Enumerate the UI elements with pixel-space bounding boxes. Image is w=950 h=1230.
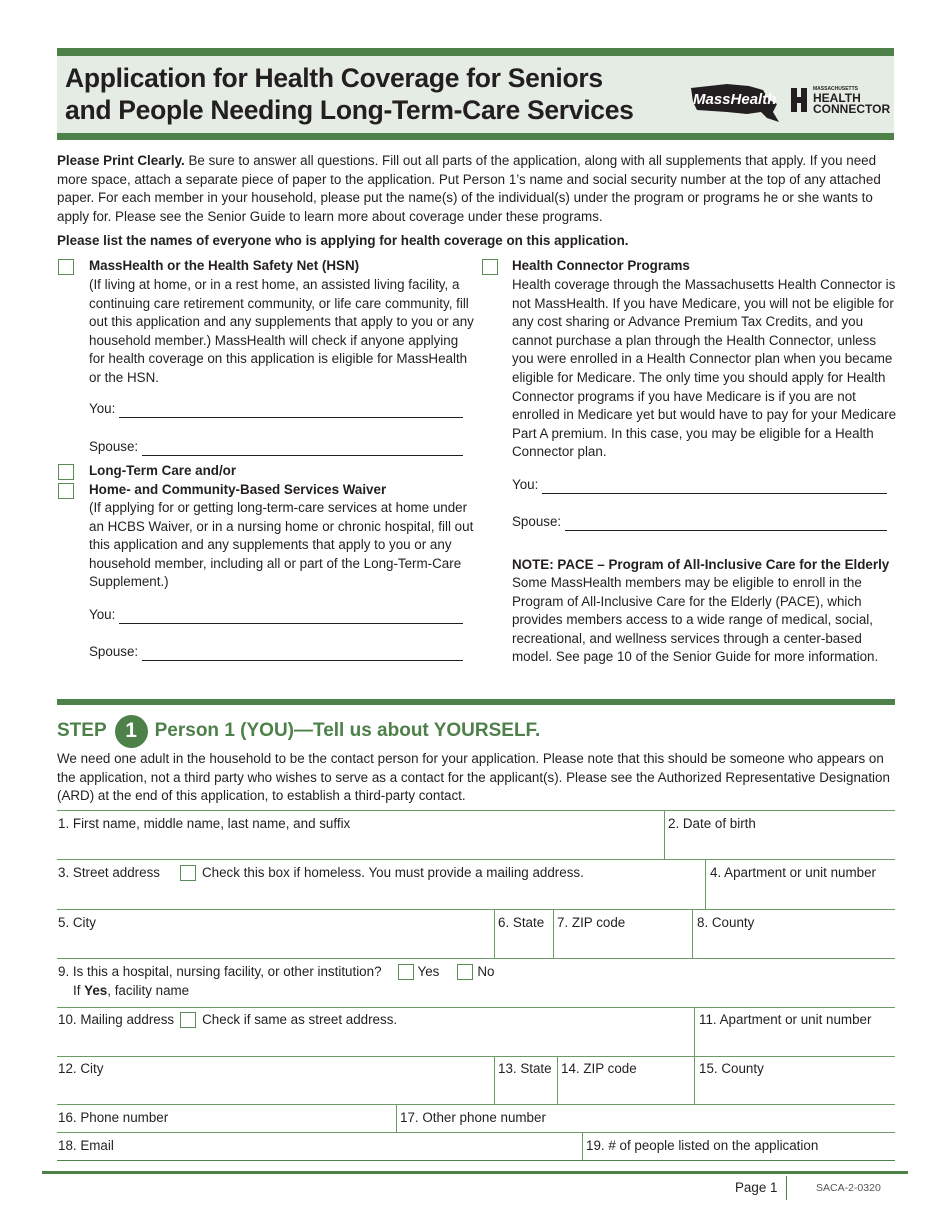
homeless-checkbox[interactable]: [180, 865, 196, 881]
field-email[interactable]: 18. Email: [58, 1138, 114, 1153]
hcbs-waiver-checkbox[interactable]: [58, 483, 74, 499]
field-people-count[interactable]: 19. # of people listed on the application: [586, 1138, 819, 1153]
hcbs-title: Home- and Community-Based Services Waiver: [89, 482, 387, 497]
field-institution: 9. Is this a hospital, nursing facility, or other institution? Yes No: [58, 964, 495, 979]
health-connector-title: Health Connector Programs: [512, 258, 690, 273]
field-mailing-county[interactable]: 15. County: [699, 1061, 764, 1076]
field-street-address[interactable]: 3. Street address Check this box if homeless. You must provide a mailing address.: [58, 865, 584, 880]
field-mailing-zip[interactable]: 14. ZIP code: [561, 1061, 637, 1076]
field-mailing-state[interactable]: 13. State: [498, 1061, 552, 1076]
ltc-title: Long-Term Care and/or: [89, 463, 237, 478]
svg-text:HEALTH: HEALTH: [813, 91, 861, 105]
connector-spouse-field[interactable]: Spouse:: [512, 513, 887, 531]
field-name[interactable]: 1. First name, middle name, last name, and suffix: [58, 816, 351, 831]
step-heading: STEP 1 Person 1 (YOU) —Tell us about YOURSELF.: [57, 714, 540, 748]
page-header: [57, 48, 894, 140]
field-city[interactable]: 5. City: [58, 915, 96, 930]
masshealth-description: (If living at home, or in a rest home, an assisted living facility, a continuing care retirement community, or life care community, fill out this application and any supplements that apply to you or any household member.) MassHealth will check if anyone applying for health coverage on this application is eligible for MassHealth or the HSN.: [89, 277, 474, 385]
pace-title: NOTE: PACE – Program of All-Inclusive Care for the Elderly: [512, 557, 890, 572]
intro-paragraph: Please Print Clearly. Be sure to answer all questions. Fill out all parts of the application, along with all supplements that apply. If you need more space, attach a separate piece of paper to the application. Put Person 1’s name and social security number at the top of any attached paper. For each member in your household, please put the name(s) of the individual(s) under the program or programs he or she wants to apply for. Please see the Senior Guide to learn more about coverage under these programs.: [57, 153, 881, 224]
svg-text:MassHealth: MassHealth: [693, 91, 777, 108]
field-state[interactable]: 6. State: [498, 915, 545, 930]
person1-form: [57, 810, 895, 1161]
field-date-of-birth[interactable]: 2. Date of birth: [668, 816, 756, 831]
field-phone[interactable]: 16. Phone number: [58, 1110, 169, 1125]
same-as-street-checkbox[interactable]: [180, 1012, 196, 1028]
svg-text:CONNECTOR: CONNECTOR: [813, 102, 891, 116]
field-facility-name[interactable]: If Yes, facility name: [73, 983, 190, 998]
field-mailing-city[interactable]: 12. City: [58, 1061, 104, 1076]
step-description: We need one adult in the household to be the contact person for your application. Please note that this should be someone who appears on the application, not a third party who wishes to serve as a contact for the applicant(s). Please see the Authorized Representative Designation (ARD) at the end of this application, to establish a third-party contact.: [57, 751, 890, 804]
page-title: Application for Health Coverage for Seniors and People Needing Long-Term-Care Services: [65, 63, 634, 125]
page-number: Page 1: [735, 1180, 778, 1195]
field-zip[interactable]: 7. ZIP code: [557, 915, 626, 930]
institution-no-checkbox[interactable]: [457, 964, 473, 980]
field-mailing-apartment[interactable]: 11. Apartment or unit number: [699, 1012, 872, 1027]
list-heading: Please list the names of everyone who is applying for health coverage on this application.: [57, 233, 629, 248]
step-number-badge: 1: [115, 715, 148, 748]
masshealth-title: MassHealth or the Health Safety Net (HSN): [89, 258, 360, 273]
masshealth-you-field[interactable]: You:: [89, 400, 463, 418]
svg-text:MASSACHUSETTS: MASSACHUSETTS: [813, 86, 859, 92]
field-county[interactable]: 8. County: [697, 915, 755, 930]
field-mailing-address[interactable]: 10. Mailing address Check if same as street address.: [58, 1012, 398, 1027]
ltc-you-field[interactable]: You:: [89, 606, 463, 624]
footer-rule: [42, 1171, 908, 1174]
pace-description: Some MassHealth members may be eligible to enroll in the Program of All-Inclusive Care for the Elderly (PACE), which provides members access to a wide range of medical, social, recreational, and wellness services through a center-based model. See page 10 of the Senior Guide for more information.: [512, 575, 879, 665]
field-other-phone[interactable]: 17. Other phone number: [400, 1110, 546, 1125]
ltc-checkbox[interactable]: [58, 464, 74, 480]
document-code: SACA-2-0320: [816, 1182, 881, 1194]
health-connector-description: Health coverage through the Massachusetts Health Connector is not MassHealth. If you have Medicare, you will not be eligible for any cost sharing or Advance Premium Tax Credits, and you cannot purchase a plan through the Health Connector, unless you were enrolled in a Health Connector plan when you became eligible for Medicare. The only time you should apply for Health Connector programs if you have Medicare is if you are not enrolled in Medicare yet but would have to pay for your Medicare Part A premium. In this case, you may be eligible for a Health Connector plan.: [512, 277, 897, 460]
section-divider: [57, 699, 895, 705]
masshealth-spouse-field[interactable]: Spouse:: [89, 438, 463, 456]
ltc-spouse-field[interactable]: Spouse:: [89, 643, 463, 661]
health-connector-checkbox[interactable]: [482, 259, 498, 275]
field-apartment[interactable]: 4. Apartment or unit number: [710, 865, 876, 880]
connector-you-field[interactable]: You:: [512, 476, 887, 494]
health-connector-logo: [789, 82, 893, 116]
ltc-description: (If applying for or getting long-term-care services at home under an HCBS Waiver, or in a nursing home or chronic hospital, fill out this application and any supplements that apply to you or any household member, including all or part of the Long-Term-Care Supplement.): [89, 500, 474, 590]
institution-yes-checkbox[interactable]: [398, 964, 414, 980]
masshealth-logo: [687, 78, 783, 126]
masshealth-checkbox[interactable]: [58, 259, 74, 275]
